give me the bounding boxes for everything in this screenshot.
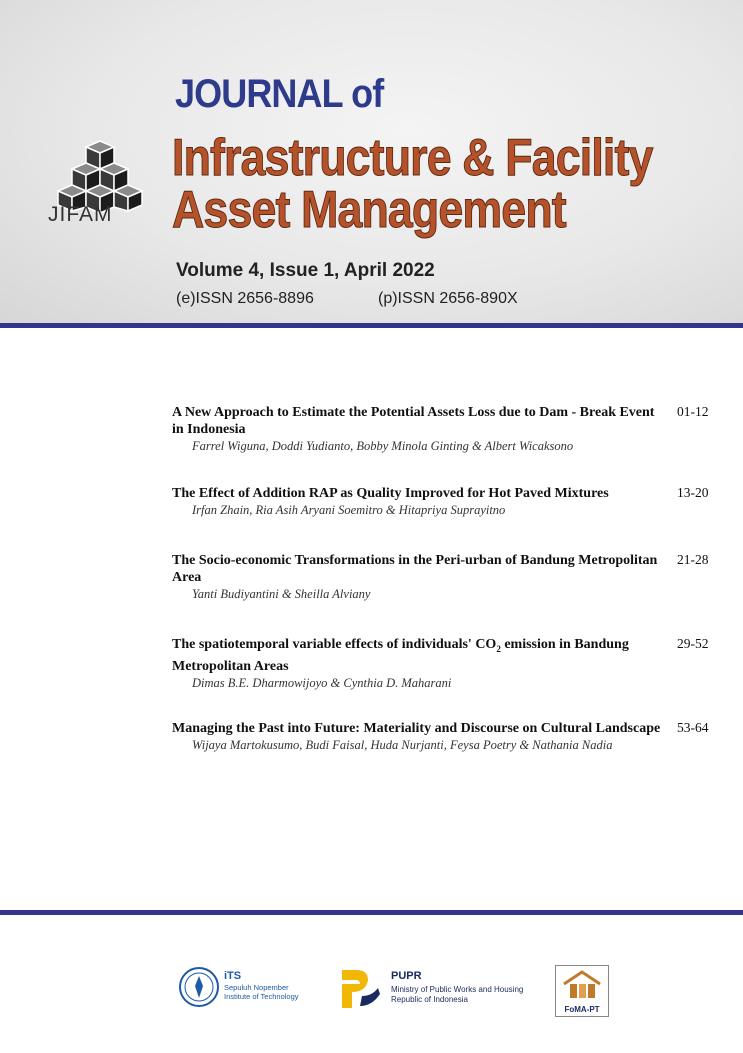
journal-title-line2: Infrastructure & Facility bbox=[172, 129, 653, 187]
its-subtitle: Sepuluh Nopember Institute of Technology bbox=[224, 983, 299, 1001]
article-pages: 01-12 bbox=[677, 404, 709, 419]
article-pages: 53-64 bbox=[677, 720, 709, 735]
pupr-emblem-icon bbox=[338, 966, 384, 1012]
cover-header bbox=[0, 0, 743, 325]
article-authors: Wijaya Martokusumo, Budi Faisal, Huda Nurjanti, Feysa Poetry & Nathania Nadia bbox=[192, 738, 613, 752]
article-pages: 29-52 bbox=[677, 636, 709, 651]
article-pages: 13-20 bbox=[677, 485, 709, 500]
article-pages: 21-28 bbox=[677, 552, 709, 567]
article-title-subscript: 2 bbox=[496, 643, 501, 654]
article-title-part: The spatiotemporal variable effects of individuals' CO bbox=[172, 637, 497, 652]
journal-title-line3: Asset Management bbox=[172, 181, 566, 239]
article-authors: Dimas B.E. Dharmowijoyo & Cynthia D. Maharani bbox=[192, 675, 452, 690]
logo-wordmark: JIFAM bbox=[48, 203, 113, 226]
article-title[interactable] bbox=[172, 636, 667, 675]
article-title[interactable]: The Socio-economic Transformations in the Peri-urban of Bandung Metropolitan Area bbox=[172, 553, 658, 585]
article-authors: Irfan Zhain, Ria Asih Aryani Soemitro & Hitapriya Suprayitno bbox=[192, 503, 506, 517]
bottom-divider bbox=[0, 910, 743, 915]
article-title[interactable]: The Effect of Addition RAP as Quality Improved for Hot Paved Mixtures bbox=[172, 486, 609, 501]
toc-entry[interactable] bbox=[172, 552, 709, 602]
foma-label: FoMA-PT bbox=[564, 1005, 600, 1014]
its-name: iTS bbox=[224, 970, 242, 982]
pissn: (p)ISSN 2656-890X bbox=[378, 290, 518, 307]
journal-title-line1: JOURNAL of bbox=[175, 72, 384, 116]
pupr-name: PUPR bbox=[391, 970, 422, 982]
its-emblem-icon bbox=[178, 966, 220, 1008]
foma-pt-logo bbox=[555, 965, 609, 1017]
article-title[interactable]: A New Approach to Estimate the Potential Assets Loss due to Dam - Break Event in Indonesia bbox=[172, 405, 655, 437]
toc-entry[interactable] bbox=[172, 485, 709, 518]
article-title-part: emission in Bandung Metropolitan Areas bbox=[172, 637, 629, 674]
toc-entry[interactable] bbox=[172, 404, 709, 454]
toc-entry[interactable] bbox=[172, 636, 709, 691]
top-divider bbox=[0, 323, 743, 328]
foma-house-icon bbox=[562, 970, 602, 1000]
article-title[interactable]: Managing the Past into Future: Materiality and Discourse on Cultural Landscape bbox=[172, 721, 661, 736]
toc-entry[interactable] bbox=[172, 720, 709, 753]
pupr-subtitle: Ministry of Public Works and Housing Republic of Indonesia bbox=[391, 985, 524, 1004]
eissn: (e)ISSN 2656-8896 bbox=[176, 290, 314, 307]
volume-issue: Volume 4, Issue 1, April 2022 bbox=[176, 260, 435, 281]
article-authors: Farrel Wiguna, Doddi Yudianto, Bobby Minola Ginting & Albert Wicaksono bbox=[192, 439, 574, 453]
article-authors: Yanti Budiyantini & Sheilla Alviany bbox=[192, 587, 371, 601]
